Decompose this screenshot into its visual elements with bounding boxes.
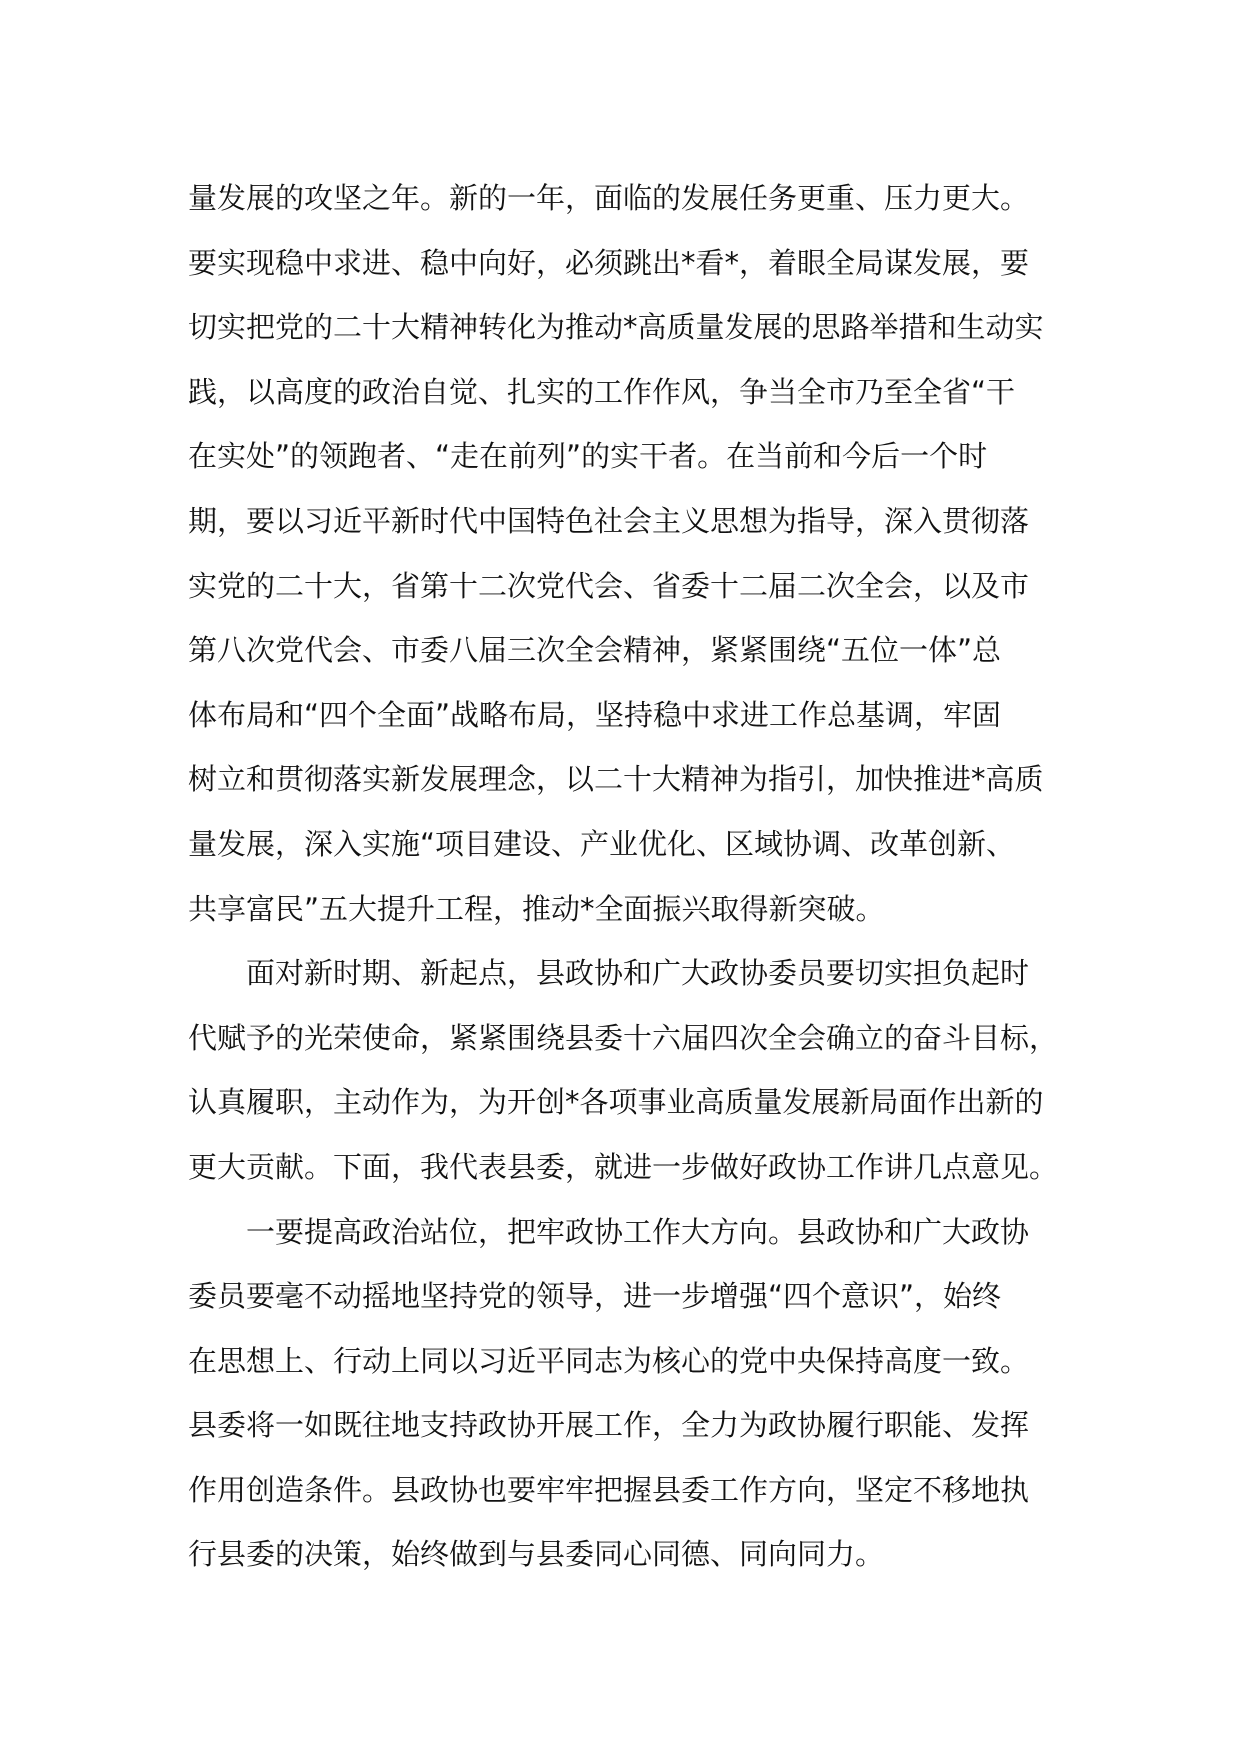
paragraph-3 [188,1200,1088,1588]
document-body [188,166,1088,1587]
text-line: 认真履职，主动作为，为开创*各项事业高质量发展新局面作出新的 [188,1085,1044,1120]
text-line: 要实现稳中求进、稳中向好，必须跳出*看*，着眼全局谋发展，要 [188,245,1030,280]
text-line: 第八次党代会、市委八届三次全会精神，紧紧围绕“五位一体”总 [188,633,1002,668]
text-line: 期，要以习近平新时代中国特色社会主义思想为指导，深入贯彻落 [188,503,1030,538]
paragraph-1 [188,166,1088,941]
text-line: 代赋予的光荣使命，紧紧围绕县委十六届四次全会确立的奋斗目标， [188,1020,1059,1055]
paragraph-2 [188,941,1088,1199]
text-line: 在实处”的领跑者、“走在前列”的实干者。在当前和今后一个时 [188,439,988,474]
text-line-first: 一要提高政治站位，把牢政协工作大方向。县政协和广大政协 [246,1214,1030,1249]
text-line: 实党的二十大，省第十二次党代会、省委十二届二次全会，以及市 [188,568,1030,603]
text-line: 共享富民”五大提升工程，推动*全面振兴取得新突破。 [188,891,885,926]
text-line: 更大贡献。下面，我代表县委，就进一步做好政协工作讲几点意见。 [188,1149,1059,1184]
text-line: 量发展的攻坚之年。新的一年，面临的发展任务更重、压力更大。 [188,181,1030,215]
text-line: 县委将一如既往地支持政协开展工作，全力为政协履行职能、发挥 [188,1408,1030,1443]
text-line: 作用创造条件。县政协也要牢牢把握县委工作方向，坚定不移地执 [188,1472,1030,1507]
text-line: 委员要毫不动摇地坚持党的领导，进一步增强“四个意识”，始终 [188,1279,1002,1314]
text-line: 切实把党的二十大精神转化为推动*高质量发展的思路举措和生动实 [188,310,1044,345]
text-line: 在思想上、行动上同以习近平同志为核心的党中央保持高度一致。 [188,1343,1030,1378]
text-line-first: 面对新时期、新起点，县政协和广大政协委员要切实担负起时 [246,956,1030,991]
text-line: 行县委的决策，始终做到与县委同心同德、同向同力。 [188,1537,885,1572]
text-line: 树立和贯彻落实新发展理念，以二十大精神为指引，加快推进*高质 [188,762,1044,797]
text-line: 量发展，深入实施“项目建设、产业优化、区域协调、改革创新、 [188,826,1016,861]
text-line: 体布局和“四个全面”战略布局，坚持稳中求进工作总基调，牢固 [188,697,1002,732]
text-line: 践，以高度的政治自觉、扎实的工作作风，争当全市乃至全省“干 [188,374,1016,409]
